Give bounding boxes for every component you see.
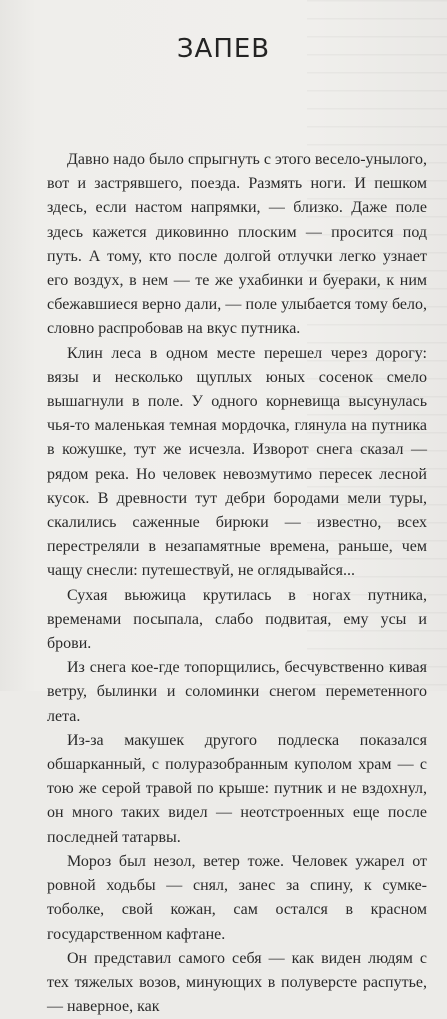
chapter-title: ЗАПЕВ xyxy=(176,34,271,64)
body-text xyxy=(47,148,427,1019)
paragraph: Мороз был незол, ветер тоже. Человек ужарел от ровной ходьбы — снял, занес за спину, к сумке-тоболке, свой кожан, сам остался в красном государственном кафтане. xyxy=(47,852,427,943)
paragraph: Он представил самого себя — как виден людям с тех тяжелых возов, минующих в полуверсте распутье, — наверное, как xyxy=(47,949,427,1016)
paragraph: Клин леса в одном месте перешел через дорогу: вязы и несколько щуплых юных сосенок смело вышагнули в поле. У одного корневища высунулась чья-то маленькая темная мордочка, глянула на путника в кожушке, тут же исчезла. Изворот снега сказал — рядом река. Но человек невозмутимо пересек лесной кусок. В древности тут дебри бородами мели туры, скалились саженные бирюки — известно, всех перестреляли в незапамятные времена, раньше, чем чащу снесли: путешествуй, не оглядывайся... xyxy=(47,344,427,580)
paragraph: Сухая вьюжица крутилась в ногах путника, временами посыпала, слабо подвитая, ему усы и брови. xyxy=(47,586,427,653)
paragraph: Из снега кое-где топорщились, бесчувственно кивая ветру, былинки и соломинки снегом переметенного лета. xyxy=(47,659,427,725)
paragraph: Давно надо было спрыгнуть с этого весело-унылого, вот и застрявшего, поезда. Размять ноги. И пешком здесь, если настом напрямки, — близко. Даже поле здесь кажется диковинно плоским — просится под путь. А тому, кто после долгой отлучки легко узнает его воздух, в нем — те же ухабинки и буераки, к ним сбежавшиеся верно дали, — поле улыбается тому бело, словно распробовав на вкус путника. xyxy=(47,151,427,338)
paragraph: Из-за макушек другого подлеска показался обшарканный, с полуразобранным куполом храм — с тою же серой травой по крыше: путник и не вздохнул, он много таких видел — неотстроенных еще после последней татарвы. xyxy=(47,731,427,846)
